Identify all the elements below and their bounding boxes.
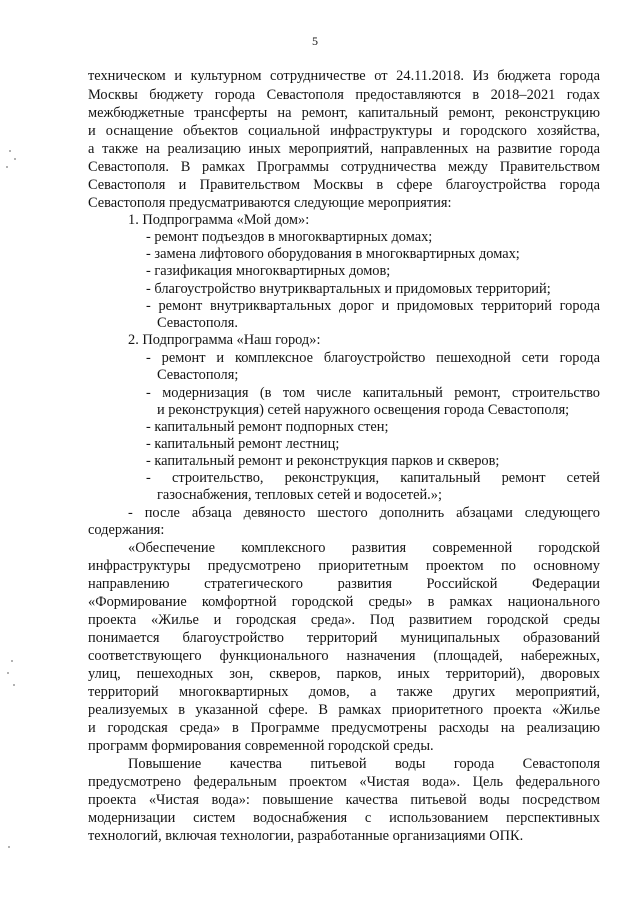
text-line: технологий, включая технологии, разработанные организациями ОПК.: [88, 828, 524, 844]
text-line: проекта «Жилье и городская среда». Под развитием городской среды: [88, 612, 600, 628]
page-number: 5: [312, 34, 318, 48]
text-line: территорий многоквартирных домов, а также других мероприятий,: [88, 684, 600, 700]
text-line: Севастополя предусматриваются следующие мероприятия:: [88, 195, 452, 211]
text-line: а также на реализацию иных мероприятий, направленных на развитие города: [88, 141, 600, 157]
scan-speck: [6, 166, 8, 168]
list-item: - капитальный ремонт подпорных стен;: [146, 419, 389, 435]
list-heading: 2. Подпрограмма «Наш город»:: [128, 332, 321, 348]
text-line: направлению стратегического развития Российской Федерации: [88, 576, 600, 592]
list-item: - благоустройство внутриквартальных и придомовых территорий;: [146, 281, 551, 297]
text-line: Москвы бюджету города Севастополя предоставляются в 2018–2021 годах: [88, 87, 600, 103]
text-line: содержания:: [88, 522, 165, 538]
list-item: - капитальный ремонт и реконструкция парков и скверов;: [146, 453, 500, 469]
scan-speck: [7, 672, 9, 674]
text-line: предусмотрено федеральным проектом «Чистая вода». Цель федерального: [88, 774, 600, 790]
text-line: понимается благоустройство территорий муниципальных образований: [88, 630, 600, 646]
text-line: программ формирования современной городской среды.: [88, 738, 434, 754]
scan-speck: [13, 684, 15, 686]
scan-speck: [14, 158, 16, 160]
text-line: Повышение качества питьевой воды города Севастополя: [128, 756, 600, 772]
text-line: «Формирование комфортной городской среды» в рамках национального: [88, 594, 600, 610]
text-line: улиц, пешеходных зон, скверов, парков, иных территорий), дворовых: [88, 666, 600, 682]
scan-speck: [11, 660, 13, 662]
text-line: реализуемых в указанной сфере. В рамках приоритетного проекта «Жилье: [88, 702, 600, 718]
list-item-continuation: Севастополя.: [157, 315, 238, 331]
text-line: и городская среда» в Программе предусмотрены расходы на реализацию: [88, 720, 600, 736]
text-line: Севастополя и Правительством Москвы в сфере благоустройства города: [88, 177, 600, 193]
text-line: инфраструктуры предусмотрено приоритетным проектом по основному: [88, 558, 600, 574]
text-line: Севастополя. В рамках Программы сотрудничества между Правительством: [88, 159, 600, 175]
list-item: - ремонт подъездов в многоквартирных домах;: [146, 229, 433, 245]
text-line: «Обеспечение комплексного развития современной городской: [128, 540, 600, 556]
list-item: - капитальный ремонт лестниц;: [146, 436, 340, 452]
text-line: техническом и культурном сотрудничестве от 24.11.2018. Из бюджета города: [88, 68, 600, 84]
list-item: - ремонт внутриквартальных дорог и придомовых территорий города: [146, 298, 600, 314]
list-item-continuation: и реконструкция) сетей наружного освещения города Севастополя;: [157, 402, 570, 418]
text-line: межбюджетные трансферты на ремонт, капитальный ремонт, реконструкцию: [88, 105, 600, 121]
text-line: проекта «Чистая вода»: повышение качества питьевой воды посредством: [88, 792, 600, 808]
list-item: - замена лифтового оборудования в многоквартирных домах;: [146, 246, 520, 262]
list-item: - газификация многоквартирных домов;: [146, 263, 391, 279]
list-item-continuation: газоснабжения, тепловых сетей и водосетей.»;: [157, 487, 442, 503]
list-item: - ремонт и комплексное благоустройство пешеходной сети города: [146, 350, 600, 366]
text-line: и оснащение объектов социальной инфраструктуры и городского хозяйства,: [88, 123, 600, 139]
list-item-continuation: Севастополя;: [157, 367, 239, 383]
scan-speck: [9, 150, 11, 152]
text-line: модернизации систем водоснабжения с использованием перспективных: [88, 810, 600, 826]
list-heading: 1. Подпрограмма «Мой дом»:: [128, 212, 310, 228]
text-line: - после абзаца девяносто шестого дополнить абзацами следующего: [128, 505, 600, 521]
list-item: - строительство, реконструкция, капитальный ремонт сетей: [146, 470, 600, 486]
text-line: соответствующего функционального назначения (площадей, набережных,: [88, 648, 600, 664]
scan-speck: [8, 846, 10, 848]
list-item: - модернизация (в том числе капитальный ремонт, строительство: [146, 385, 600, 401]
